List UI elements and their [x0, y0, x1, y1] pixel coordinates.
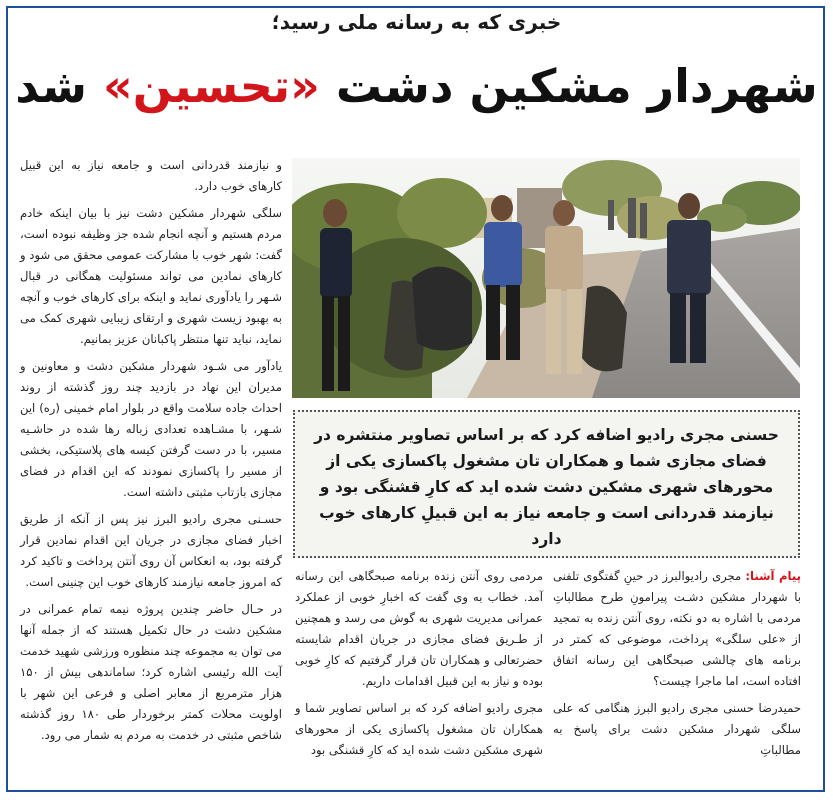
- lead-text: مجری رادیوالبرز در حینِ گفتگوی تلفنی با شهردار مشکین دشـت پیرامونِ طرح مطالباتِ مردمی با اشاره به دو نکته، روی آنتن زنده به تمجید از «علی سلگی» پرداخت، موضوعی که کمتر در برنامه های چالشی صبحگاهی این رسانه اتفاق افتاده است، اما ماجرا چیست؟: [553, 569, 801, 688]
- column-middle-paragraph: مردمی روی آنتن زنده برنامه صبحگاهی این رسانه آمد. خطاب به وی گفت که اخبارِ خوبی از عملکرد عمرانی مدیریت شهری به گوش می رسد و همچنین از طـریق فضای مجازی در جریان اقدام شایسته حضرتعالی و همکاران تان قرار گرفتیم که کارِ خوبی بوده و نیاز به این قبیل اقدامات داریم.: [295, 569, 543, 688]
- headline-highlight: «تحسین»: [103, 59, 320, 113]
- headline-prefix: شهردار مشکین دشت: [319, 59, 818, 113]
- column-left-paragraph: یادآور می شـود شهردار مشکین دشت و معاونین و مدیران این نهاد در بازدید چند روز گذشته از روند احداث جاده سلامت واقع در بلوار امام خمینی (ره) این شـهر، با مشـاهده تعدادی زباله رها شده در حاشـیه مسیر، با در دست گرفتن کیسه های پلاستیکی، بخشی از مسیر را پاکسازی نمودند که این اقدام در فضای مجازی بازتاب مثبتی داشته است.: [20, 359, 282, 499]
- headline-suffix: شد: [15, 59, 104, 113]
- column-right-paragraph: [553, 566, 801, 692]
- column-left-paragraph: و نیازمند قدردانی است و جامعه نیاز به این قبیل کارهای خوب دارد.: [20, 158, 282, 193]
- pull-quote-box: [293, 410, 800, 558]
- column-left: [20, 155, 282, 752]
- column-middle-paragraph: مجری رادیو اضافه کرد که بر اساس تصاویر شما و همکاران تان مشغول پاکسازی یکی از محورهای شهری مشکین دشت شده اید که کارِ قشنگی بود: [295, 701, 543, 757]
- column-right: [553, 566, 801, 767]
- column-left-paragraph: در حـال حاضر چندین پروژه نیمه تمام عمرانی در مشکین دشت در حال تکمیل هستند که از جمله آنها می توان به مجموعه چند منظوره ورزشی شهید خدمت آیت الله رئیسی اشاره کرد؛ ساماندهی بیش از ۱۵۰ هزار مترمربع از معابر اصلی و فرعی این شهر با اولویت محلات کمتر برخوردار طی ۱۸۰ روز گذشته شاخص مثبتی در خدمت به مردم به شمار می رود.: [20, 602, 282, 742]
- article-kicker: خبری که به رسانه ملی رسید؛: [271, 10, 562, 34]
- column-left-paragraph: سلگی شهردار مشکین دشت نیز با بیان اینکه خادم مردم هستیم و آنچه انجام شده جز وظیفه نبوده است، گفت: شهر خوب با مشارکت عمومی محقق می شود و کارهای نمادین می تواند مسئولیت همگانی در قبال شـهر را یادآوری نماید و اینکه برای کارهای خوب و آنچه به بهبود زیست شهری و ارتقای زیبایی شهری کمک می نماید، نباید تنها منتظر پاکبانان عزیز بمانیم.: [20, 206, 282, 346]
- column-left-paragraph: حسـنی مجری رادیو البرز نیز پس از آنکه از طریق اخبار فضای مجازی در جریان این اقدام نمادین قرار گرفته بود، به انعکاس آن روی آنتن پرداخت و تاکید کرد که امروز جامعه نیازمند کارهای خوب این چنینی است.: [20, 512, 282, 589]
- column-right-paragraph: حمیدرضا حسنی مجری رادیو البرز هنگامی که علی سلگی شهردار مشکین دشت برای پاسخ به مطالباتِ: [553, 701, 801, 757]
- column-middle: [295, 566, 543, 767]
- lead-label: پیام آشنا:: [745, 569, 801, 583]
- article-photo: [292, 158, 800, 398]
- article-headline: [0, 58, 833, 114]
- pull-quote-text: حسنی مجری رادیو اضافه کرد که بر اساس تصاویر منتشره در فضای مجازی شما و همکاران تان مشغول پاکسازی یکی از محورهای شهری مشکین دشت شده اید که کارِ قشنگی بود و نیازمند قدردانی است و جامعه نیاز به این قبیلِ کارهای خوب دارد: [314, 426, 779, 548]
